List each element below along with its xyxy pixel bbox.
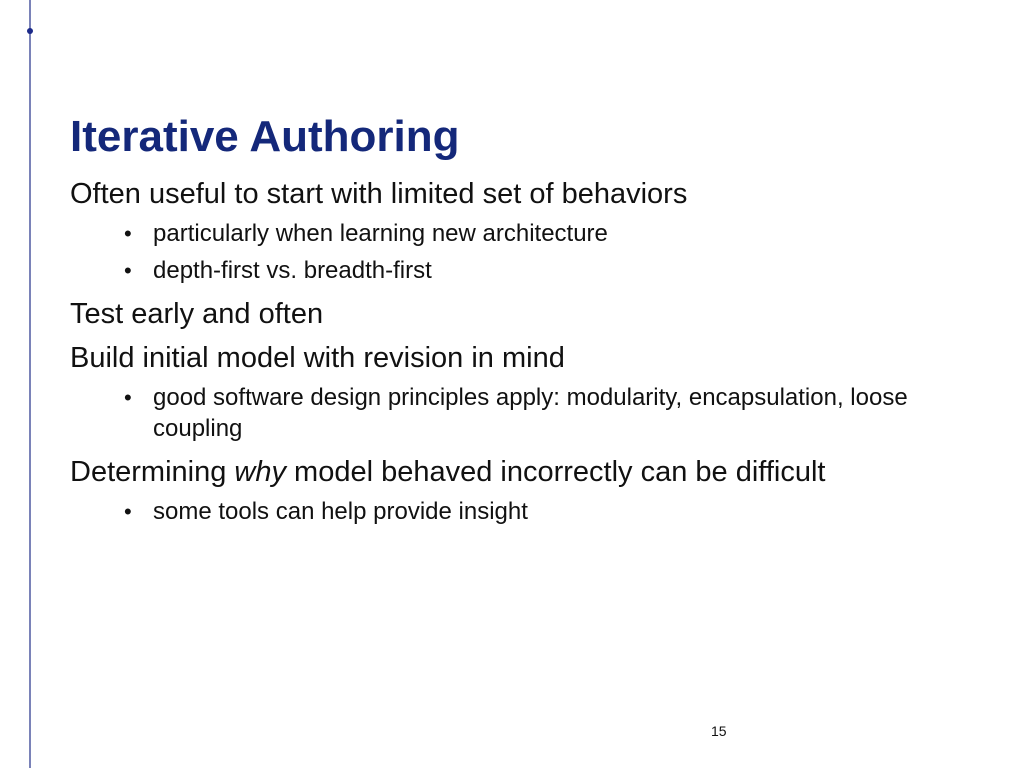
slide-content	[70, 174, 1000, 533]
bullet-icon: •	[124, 499, 132, 524]
bullet-level1-item: Often useful to start with limited set of behaviors	[70, 178, 688, 210]
bullet-level2-item	[70, 382, 1000, 444]
bullet-level2-item	[70, 255, 1000, 286]
accent-line	[29, 0, 31, 768]
bullet-icon: •	[124, 385, 132, 410]
bullet-text: particularly when learning new architecture	[153, 220, 608, 247]
page-number: 15	[711, 723, 727, 739]
bullet-text-after: model behaved incorrectly can be difficult	[285, 456, 826, 488]
bullet-level1-item	[70, 452, 1000, 492]
bullet-text-before: Determining	[70, 456, 235, 488]
bullet-text-emphasis: why	[234, 456, 286, 488]
slide-title: Iterative Authoring	[70, 112, 460, 161]
bullet-icon: •	[124, 258, 132, 283]
bullet-level2-item	[70, 496, 1000, 527]
bullet-text: good software design principles apply: modularity, encapsulation, loose coupling	[153, 384, 908, 442]
bullet-icon: •	[124, 221, 132, 246]
bullet-level2-item	[70, 218, 1000, 249]
bullet-text: depth-first vs. breadth-first	[153, 257, 432, 284]
bullet-level1-item: Build initial model with revision in mind	[70, 342, 565, 374]
accent-dot	[27, 28, 33, 34]
bullet-text: some tools can help provide insight	[153, 498, 528, 525]
bullet-level1-item: Test early and often	[70, 298, 324, 330]
